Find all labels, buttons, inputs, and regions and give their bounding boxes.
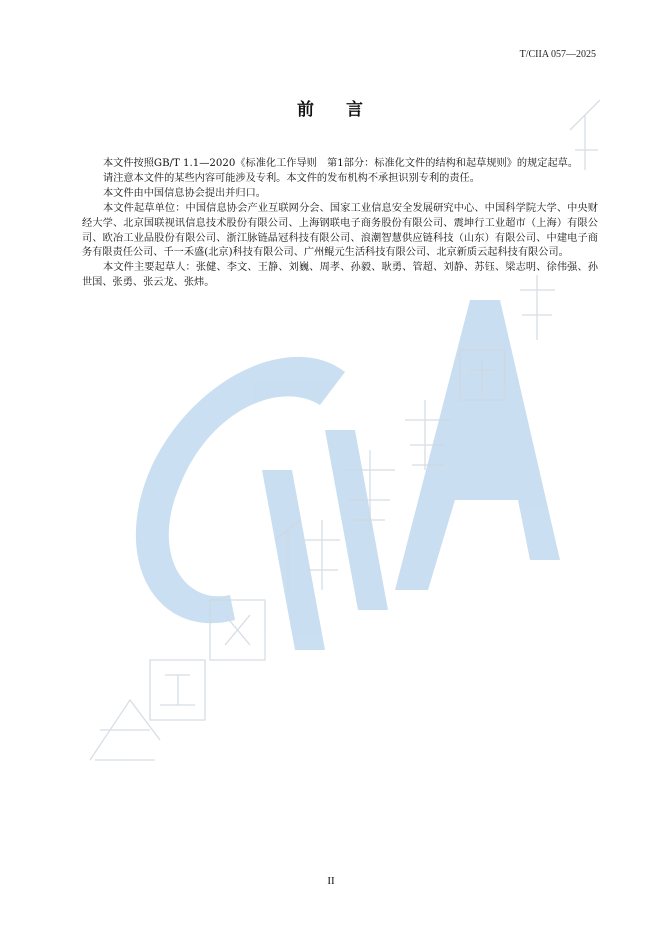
- foreword-body: [82, 157, 598, 291]
- page-title: [0, 95, 662, 120]
- paragraph: 本文件起草单位：中国信息协会产业互联网分会、国家工业信息安全发展研究中心、中国科学院大学、中央财经大学、北京国联视讯信息技术股份有限公司、上海钢联电子商务股份有限公司、震坤行工业超市（上海）有限公司、欧冶工业品股份有限公司、浙江脉链晶冠科技有限公司、浪潮智慧供应链科技（山东）有限公司、中建电子商务有限责任公司、千一禾盛(北京)科技有限公司、广州鲲元生活科技有限公司、北京新质云起科技有限公司。: [82, 202, 598, 259]
- paragraph: 本文件按照GB/T 1.1—2020《标准化工作导则 第1部分：标准化文件的结构和起草规则》的规定起草。: [103, 158, 579, 169]
- page-number: II: [327, 875, 335, 887]
- standard-code: T/CIIA 057—2025: [519, 49, 596, 60]
- title-char-2: 言: [346, 100, 365, 120]
- watermark-ciia-logo: [136, 300, 560, 650]
- paragraph: 本文件由中国信息协会提出并归口。: [103, 187, 266, 199]
- title-char-1: 前: [297, 100, 316, 120]
- paragraph: 请注意本文件的某些内容可能涉及专利。本文件的发布机构不承担识别专利的责任。: [103, 172, 480, 184]
- paragraph: 本文件主要起草人：张健、李文、王静、刘巍、周孝、孙毅、耿勇、管超、刘静、苏钰、梁志明、徐伟强、孙世国、张勇、张云龙、张炜。: [82, 262, 598, 289]
